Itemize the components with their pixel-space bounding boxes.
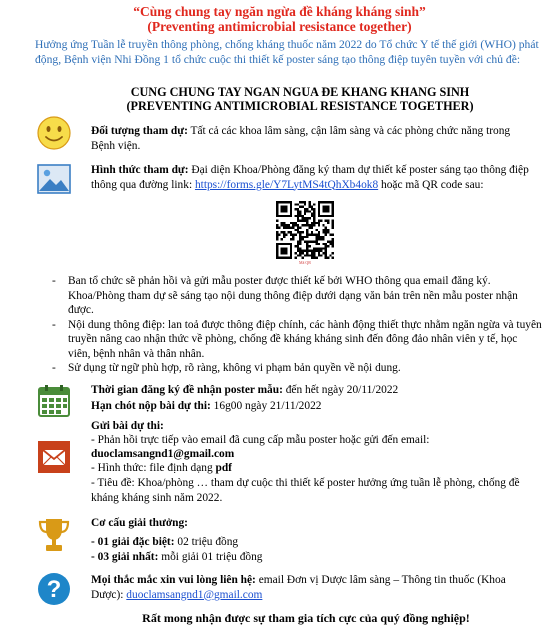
- prize-special: - 01 giải đặc biệt: 02 triệu đồng: [91, 536, 239, 548]
- format-section: [91, 163, 531, 192]
- mail-icon: [37, 440, 71, 474]
- contact-label: Mọi thắc mắc xin vui lòng liên hệ:: [91, 574, 256, 586]
- theme-heading: CUNG CHUNG TAY NGAN NGUA ĐE KHANG KHANG SINH: [130, 85, 470, 99]
- deadline-label: Hạn chót nộp bài dự thi:: [91, 400, 211, 412]
- closing-message: Rất mong nhận được sự tham gia tích cực của quý đồng nghiệp!: [142, 611, 470, 625]
- image-icon: [37, 164, 71, 194]
- submission-line-1: - Phản hồi trực tiếp vào email đã cung cấp mẫu poster hoặc gửi đến email:: [91, 434, 430, 446]
- participants-label: Đối tượng tham dự:: [91, 125, 188, 137]
- list-item: - Nội dung thông điệp: lan toả được thông điệp chính, các hành động thiết thực nhằm ngăn ngừa và tuyên truyền nâng cao nhận thức về phòng, chống đề kháng kháng sinh đến đông đảo nhân viên y tế, học viên, bệnh nhân và thân nhân.: [52, 318, 542, 360]
- calendar-icon: [37, 384, 71, 418]
- contact-email[interactable]: duoclamsangnd1@gmail.com: [126, 588, 263, 601]
- submission-label: Gửi bài dự thi:: [91, 420, 164, 432]
- qr-caption: Mã QR: [299, 260, 311, 265]
- deadline-date: Hạn chót nộp bài dự thi: 16g00 ngày 21/11/2022: [91, 400, 322, 412]
- svg-text:?: ?: [46, 576, 62, 603]
- registration-date-label: Thời gian đăng ký đề nhận poster mẫu:: [91, 384, 283, 396]
- trophy-icon: [37, 517, 71, 553]
- poster-title: “Cùng chung tay ngăn ngừa đề kháng kháng sinh”: [133, 4, 426, 19]
- format-text-after: hoặc mã QR code sau:: [378, 178, 484, 191]
- prize-first: - 03 giải nhất: mỗi giải 01 triệu đồng: [91, 551, 263, 563]
- format-label: Hình thức tham dự:: [91, 164, 189, 176]
- participants-text: Tất cả các khoa lâm sàng, cận lâm sàng và các phòng chức năng trong Bệnh viện.: [91, 125, 511, 152]
- intro-paragraph: Hưởng ứng Tuần lễ truyền thông phòng, chống kháng thuốc năm 2022 do Tổ chức Y tế thế giới (WHO) phát động, Bệnh viện Nhi Đồng 1 tổ chức cuộc thi thiết kế poster sáng tạo thông điệp tuyên tuyền với chủ đề:: [35, 38, 539, 66]
- rules-list: [52, 274, 542, 376]
- theme-heading-english: (PREVENTING ANTIMICROBIAL RESISTANCE TOGETHER): [126, 99, 474, 113]
- registration-date: Thời gian đăng ký đề nhận poster mẫu: đến hết ngày 20/11/2022: [91, 384, 399, 396]
- question-icon: [37, 572, 71, 606]
- qr-code[interactable]: [276, 201, 334, 259]
- submission-line-2: - Hình thức: file định dạng pdf: [91, 462, 232, 474]
- format-text: Đại diện Khoa/Phòng đăng ký tham dự thiết kế poster sáng tạo thông điệp thông qua đường link:: [91, 164, 529, 191]
- smiley-icon: [37, 116, 71, 150]
- participants-section: [91, 124, 531, 153]
- list-item: - Sử dụng từ ngữ phù hợp, rõ ràng, không vi phạm bản quyền về nội dung.: [52, 362, 401, 374]
- prizes-label: Cơ cấu giải thưởng:: [91, 517, 188, 529]
- submission-email[interactable]: duoclamsangnd1@gmail.com: [91, 448, 235, 460]
- poster-subtitle: (Preventing antimicrobial resistance together): [147, 19, 412, 34]
- submission-line-3: - Tiêu đề: Khoa/phòng … tham dự cuộc thi thiết kế poster hưởng ứng tuần lễ phòng, chống đề kháng kháng sinh năm 2022.: [91, 477, 520, 504]
- registration-link[interactable]: https://forms.gle/Y7LytMS4tQhXb4ok8: [194, 178, 379, 191]
- prizes-label-line: [91, 516, 531, 531]
- list-item: - Ban tổ chức sẽ phản hồi và gửi mẫu poster được thiết kế bởi WHO thông qua email đăng ký. Khoa/Phòng tham dự sẽ sáng tạo nội dung thông điệp dưới dạng văn bản trên nền mẫu poster nhận được.: [52, 275, 518, 316]
- submission-label-line: [91, 419, 531, 434]
- contact-section: Mọi thắc mắc xin vui lòng liên hệ: email Đơn vị Dược lâm sàng – Thông tin thuốc (Khoa Dược): duoclamsangnd1@gmail.com: [91, 574, 506, 601]
